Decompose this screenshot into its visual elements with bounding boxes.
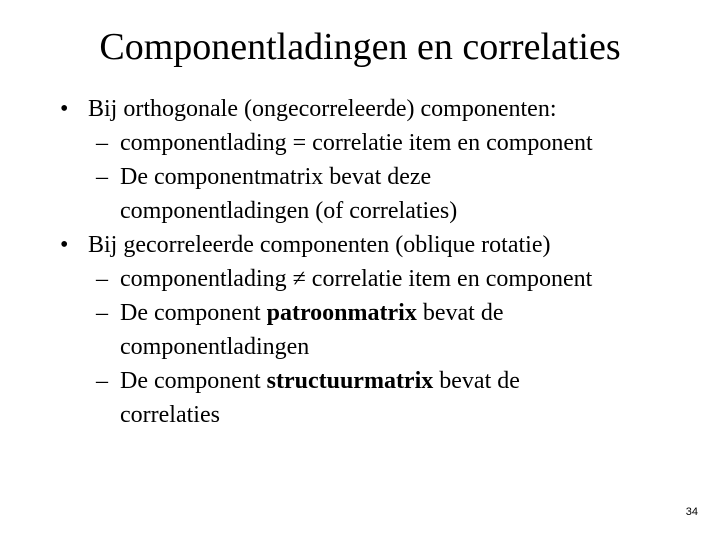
sub-item <box>0 160 720 228</box>
sub-item-text-continued: componentladingen <box>120 334 310 360</box>
sub-item <box>0 364 720 432</box>
sub-item <box>0 126 720 160</box>
sub-item-text: De componentmatrix bevat deze <box>120 164 432 190</box>
dash-marker: – <box>96 368 108 394</box>
sub-item <box>0 262 720 296</box>
sub-item-text-post: bevat de <box>416 300 504 326</box>
sub-item-text: componentlading = correlatie item en component <box>120 130 593 156</box>
dash-marker: – <box>96 130 108 156</box>
emphasis-patroonmatrix: patroonmatrix <box>266 300 417 326</box>
dash-marker: – <box>96 266 108 292</box>
dash-marker: – <box>96 164 108 190</box>
sub-item-text-pre: De component <box>120 368 267 394</box>
sub-item-text-pre: De component <box>120 300 267 326</box>
emphasis-structuurmatrix: structuurmatrix <box>266 368 434 394</box>
sub-item-text: componentlading ≠ correlatie item en component <box>120 266 593 292</box>
slide-content <box>0 92 720 432</box>
slide-title: Componentladingen en correlaties <box>99 26 621 68</box>
bullet-text: Bij gecorreleerde componenten (oblique rotatie) <box>88 232 551 258</box>
bullet-marker: • <box>60 96 69 122</box>
bullet-text: Bij orthogonale (ongecorreleerde) componenten: <box>88 96 557 122</box>
sub-item-text-continued: correlaties <box>120 402 220 428</box>
sub-item-text-post: bevat de <box>433 368 520 394</box>
dash-marker: – <box>96 300 108 326</box>
bullet-marker: • <box>60 232 69 258</box>
page-number: 34 <box>685 506 698 518</box>
bullet-orthogonal <box>0 92 720 126</box>
sub-item-text-continued: componentladingen (of correlaties) <box>120 198 458 224</box>
bullet-oblique <box>0 228 720 262</box>
sub-item <box>0 296 720 364</box>
